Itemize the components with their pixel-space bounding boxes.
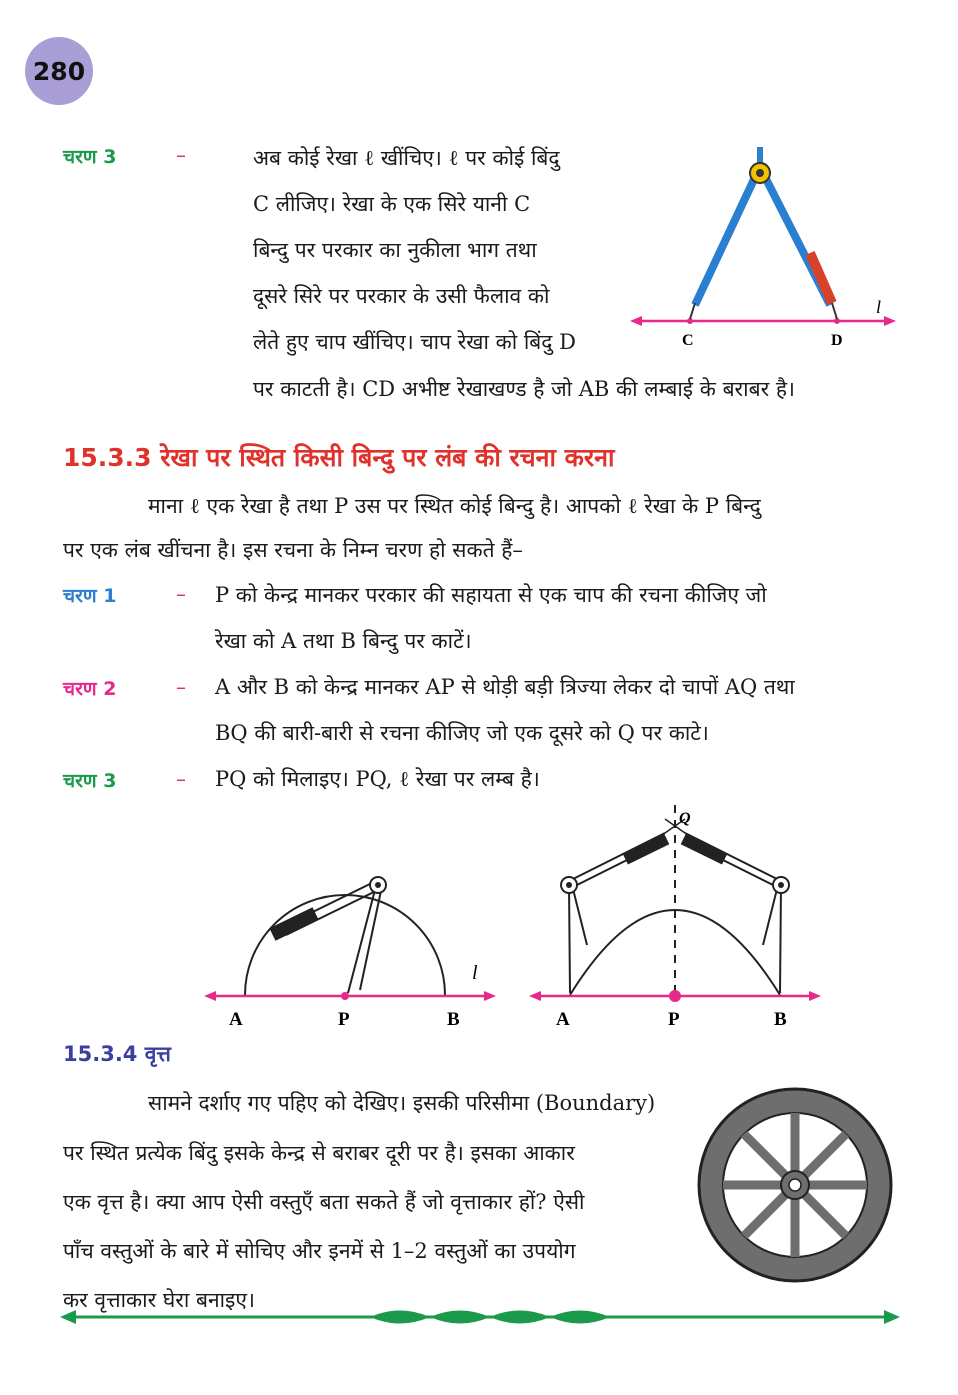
section-heading-15-3-4: 15.3.4 वृत्त	[63, 1042, 171, 1066]
pencil-tip	[832, 303, 837, 319]
compass-figure-2	[200, 855, 500, 1035]
label-a: A	[556, 1009, 570, 1030]
wheel-figure	[695, 1085, 895, 1285]
section-heading-15-3-3: 15.3.3 रेखा पर स्थित किसी बिन्दु पर लंब की रचना करना	[63, 443, 615, 472]
decorative-divider	[60, 1302, 900, 1332]
step1-line: P को केन्द्र मानकर परकार की सहायता से एक चाप की रचना कीजिए जो	[215, 583, 767, 607]
label-b: B	[774, 1009, 787, 1030]
step3-label: चरण 3	[63, 770, 117, 792]
label-c: C	[682, 332, 694, 349]
label-q: Q	[679, 810, 691, 827]
arrow-right-icon	[884, 316, 896, 326]
circle-line: पाँच वस्तुओं के बारे में सोचिए और इनमें से 1–2 वस्तुओं का उपयोग	[63, 1239, 576, 1263]
step3-top-text	[253, 135, 633, 365]
left-compass-hinge-center	[566, 882, 572, 888]
label-l: l	[472, 962, 478, 984]
intro-line-2: पर एक लंब खींचना है। इस रचना के निम्न चरण हो सकते हैं–	[63, 538, 523, 562]
page-number: 280	[32, 56, 86, 86]
step2-label: चरण 2	[63, 678, 117, 700]
circle-line: कर वृत्ताकार घेरा बनाइए।	[63, 1288, 255, 1312]
step3-top-last-line: पर काटती है। CD अभीष्ट रेखाखण्ड है जो AB की लम्बाई के बराबर है।	[253, 377, 795, 401]
circle-text	[63, 1130, 693, 1326]
intro-line-1: माना ℓ एक रेखा है तथा P उस पर स्थित कोई बिन्दु है। आपको ℓ रेखा के P बिन्दु	[148, 494, 761, 518]
circle-line: पर स्थित प्रत्येक बिंदु इसके केन्द्र से बराबर दूरी पर है। इसका आकार	[63, 1141, 575, 1165]
step3-dash: –	[176, 767, 186, 791]
arrow-left-icon	[630, 316, 642, 326]
step2-text	[215, 664, 905, 756]
page-number-badge	[25, 37, 93, 105]
step3-line: PQ को मिलाइए। PQ, ℓ रेखा पर लम्ब है।	[215, 767, 540, 791]
left-pencil	[623, 834, 670, 865]
wheel-axle	[789, 1179, 801, 1191]
arrow-right-icon	[809, 991, 821, 1001]
arc-between	[570, 910, 780, 995]
right-compass-needle	[780, 885, 781, 993]
arrow-left-icon	[204, 991, 216, 1001]
left-compass-inner	[572, 885, 587, 945]
step1-label: चरण 1	[63, 585, 117, 607]
label-a: A	[229, 1009, 243, 1030]
point-p	[341, 992, 349, 1000]
label-b: B	[447, 1009, 460, 1030]
step3-top-line: बिन्दु पर परकार का नुकीला भाग तथा	[253, 238, 537, 262]
right-compass-hinge-center	[778, 882, 784, 888]
step3-top-line: C लीजिए। रेखा के एक सिरे यानी C	[253, 192, 531, 216]
compass-needle	[690, 303, 695, 319]
step2-dash: –	[176, 675, 186, 699]
left-compass-needle	[569, 885, 570, 993]
compass-hinge-center	[375, 882, 381, 888]
step3-top-dash: –	[176, 143, 186, 167]
step1-line: रेखा को A तथा B बिन्दु पर काटें।	[215, 629, 472, 653]
compass-leg-left	[695, 173, 757, 305]
step3-top-line: अब कोई रेखा ℓ खींचिए। ℓ पर कोई बिंदु	[253, 146, 560, 170]
step3-top-line: लेते हुए चाप खींचिए। चाप रेखा को बिंदु D	[253, 330, 576, 354]
label-d: D	[831, 332, 843, 349]
step1-dash: –	[176, 582, 186, 606]
circle-line: एक वृत्त है। क्या आप ऐसी वस्तुएँ बता सकते हैं जो वृत्ताकार हों? ऐसी	[63, 1190, 585, 1214]
step3-top-line: दूसरे सिरे पर परकार के उसी फैलाव को	[253, 284, 550, 308]
right-pencil	[681, 834, 728, 865]
arc-ab	[245, 895, 445, 995]
step3-top-label: चरण 3	[63, 146, 117, 168]
step2-line: BQ की बारी-बारी से रचना कीजिए जो एक दूसरे को Q पर काटे।	[215, 721, 709, 745]
arrow-left-icon	[529, 991, 541, 1001]
label-l: l	[876, 297, 882, 317]
compass-figure-3	[525, 795, 825, 1035]
step1-text	[215, 572, 905, 664]
label-p: P	[338, 1009, 350, 1030]
point-p	[669, 990, 681, 1002]
label-p: P	[668, 1009, 680, 1030]
compass-hinge-center	[756, 169, 764, 177]
circle-line-1: सामने दर्शाए गए पहिए को देखिए। इसकी परिसीमा (Boundary)	[148, 1091, 656, 1115]
right-compass-inner	[763, 885, 778, 945]
arrow-right-icon	[484, 991, 496, 1001]
compass-figure-1	[630, 135, 910, 355]
pencil	[269, 907, 318, 941]
step2-line: A और B को केन्द्र मानकर AP से थोड़ी बड़ी त्रिज्या लेकर दो चापों AQ तथा	[215, 675, 795, 699]
